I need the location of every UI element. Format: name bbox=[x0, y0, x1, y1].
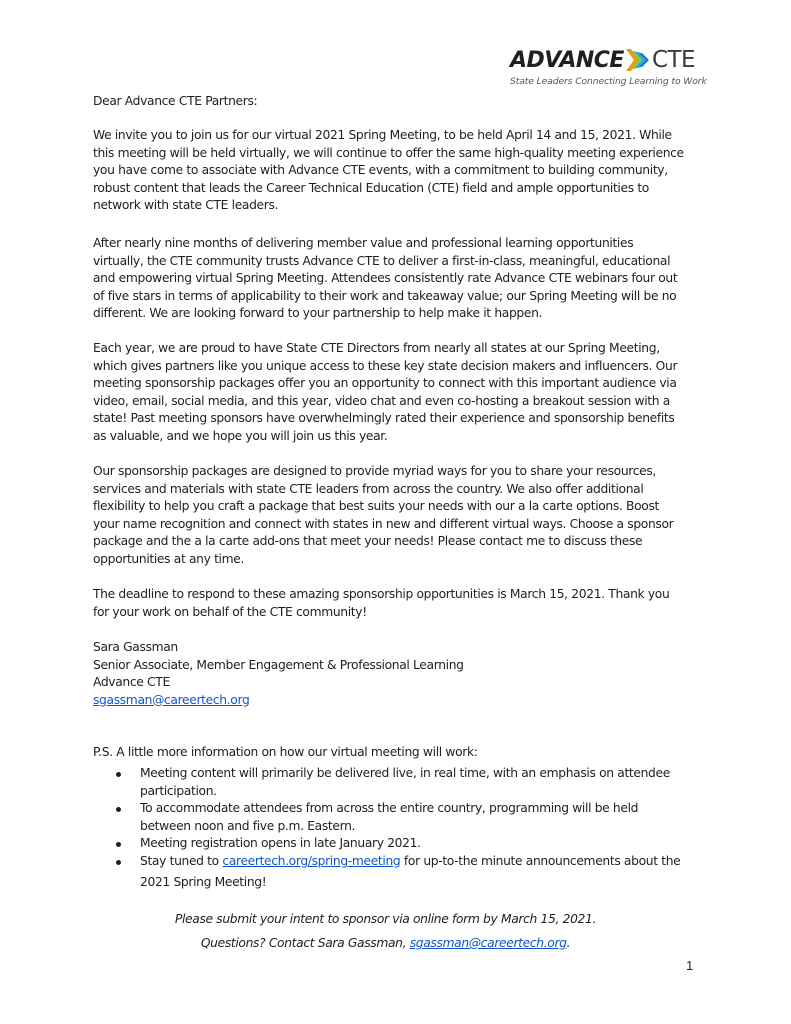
paragraph-line: The deadline to respond to these amazing sponsorship opportunities is March 15, 2021. Thank you bbox=[93, 587, 670, 601]
bullet-dot-icon bbox=[116, 860, 121, 865]
paragraph-line: virtually, the CTE community trusts Advance CTE to deliver a first-in-class, meaningful, educational bbox=[93, 253, 671, 268]
bullet-line: between noon and five p.m. Eastern. bbox=[140, 818, 356, 833]
paragraph-line: We invite you to join us for our virtual 2021 Spring Meeting, to be held April 14 and 15, 2021. While bbox=[93, 128, 672, 142]
bullet-line: To accommodate attendees from across the entire country, programming will be held bbox=[140, 801, 639, 816]
paragraph-line: Each year, we are proud to have State CTE Directors from nearly all states at our Spring Meeting, bbox=[93, 341, 660, 355]
bullet-suffix: for up-to-the minute announcements about the bbox=[400, 853, 681, 868]
bullet-line: Meeting registration opens in late January 2021. bbox=[140, 836, 421, 851]
paragraph-line: for your work on behalf of the CTE community! bbox=[93, 604, 367, 619]
signature-block bbox=[93, 639, 703, 709]
logo-tagline: State Leaders Connecting Learning to Work bbox=[510, 76, 707, 87]
bullet-item bbox=[93, 800, 713, 835]
postscript-bullet-list bbox=[93, 765, 713, 891]
chevron-arrow-icon bbox=[625, 48, 651, 72]
advance-cte-logo bbox=[508, 47, 708, 91]
bullet-dot-icon bbox=[116, 772, 121, 777]
postscript-intro-text: P.S. A little more information on how our virtual meeting will work: bbox=[93, 745, 478, 759]
closing-prefix: Questions? Contact Sara Gassman, bbox=[200, 936, 410, 950]
closing-suffix: . bbox=[566, 936, 571, 950]
paragraph-line: different. We are looking forward to your partnership to help make it happen. bbox=[93, 306, 543, 321]
signature-email-line bbox=[93, 692, 703, 710]
paragraph-line: and empowering virtual Spring Meeting. Attendees consistently rate Advance CTE webinars four out bbox=[93, 271, 678, 286]
bullet-dot-icon bbox=[116, 842, 121, 847]
closing-email-link[interactable]: sgassman@careertech.org bbox=[409, 936, 567, 950]
bullet-line: Meeting content will primarily be delivered live, in real time, with an emphasis on attendee bbox=[140, 766, 670, 780]
paragraph-line: video, email, social media, and this year, video chat and even co-hosting a breakout session with a bbox=[93, 393, 670, 408]
paragraph-line: of five stars in terms of applicability to their work and takeaway value; our Spring Meeting will be no bbox=[93, 288, 677, 303]
paragraph-access bbox=[93, 340, 703, 446]
signature-email-link[interactable]: sgassman@careertech.org bbox=[93, 692, 250, 707]
paragraph-line: robust content that leads the Career Technical Education (CTE) field and ample opportunities to bbox=[93, 180, 649, 195]
signature-title: Senior Associate, Member Engagement & Professional Learning bbox=[93, 657, 464, 672]
paragraph-deadline bbox=[93, 586, 703, 621]
paragraph-line: this meeting will be held virtually, we will continue to offer the same high-quality meeting experience bbox=[93, 145, 684, 160]
paragraph-line: state! Past meeting sponsors have overwhelmingly rated their experience and sponsorship benefits bbox=[93, 411, 675, 426]
paragraph-line: your name recognition and connect with states in new and different virtual ways. Choose a sponsor bbox=[93, 516, 674, 531]
paragraph-line: Our sponsorship packages are designed to provide myriad ways for you to share your resources, bbox=[93, 464, 656, 478]
postscript-intro bbox=[93, 744, 703, 762]
paragraph-line: meeting sponsorship packages offer you an opportunity to connect with this important audience via bbox=[93, 376, 677, 391]
paragraph-line: services and materials with state CTE leaders from across the country. We also offer additional bbox=[93, 481, 644, 496]
paragraph-line: opportunities at any time. bbox=[93, 551, 245, 566]
bullet-line bbox=[140, 853, 713, 871]
logo-wordmark bbox=[510, 47, 695, 73]
paragraph-line: as valuable, and we hope you will join us this year. bbox=[93, 428, 388, 443]
paragraph-line: network with state CTE leaders. bbox=[93, 198, 279, 213]
paragraph-value bbox=[93, 235, 703, 323]
bullet-item bbox=[93, 835, 713, 853]
signature-organization: Advance CTE bbox=[93, 675, 170, 690]
logo-brand-secondary: CTE bbox=[651, 47, 696, 73]
closing-line-1: Please submit your intent to sponsor via online form by March 15, 2021. bbox=[174, 912, 597, 926]
paragraph-line: flexibility to help you craft a package that best suits your needs with our a la carte options. Boost bbox=[93, 499, 660, 514]
paragraph-packages bbox=[93, 463, 703, 569]
bullet-item bbox=[93, 765, 713, 800]
page-number: 1 bbox=[686, 958, 694, 973]
bullet-item bbox=[93, 853, 713, 891]
bullet-line: 2021 Spring Meeting! bbox=[140, 874, 267, 889]
paragraph-line: which gives partners like you unique access to these key state decision makers and influencers. Our bbox=[93, 358, 678, 373]
paragraph-line: you have come to associate with Advance CTE events, with a commitment to building community, bbox=[93, 163, 668, 178]
paragraph-line: After nearly nine months of delivering member value and professional learning opportunities bbox=[93, 236, 634, 250]
closing-line-2 bbox=[0, 936, 781, 950]
bullet-prefix: Stay tuned to bbox=[140, 853, 223, 868]
spring-meeting-link[interactable]: careertech.org/spring-meeting bbox=[222, 853, 401, 868]
paragraph-line: package and the a la carte add-ons that meet your needs! Please contact me to discuss these bbox=[93, 534, 643, 549]
logo-brand-primary: ADVANCE bbox=[510, 47, 624, 73]
bullet-dot-icon bbox=[116, 807, 121, 812]
salutation: Dear Advance CTE Partners: bbox=[93, 94, 258, 108]
signature-name: Sara Gassman bbox=[93, 640, 178, 654]
paragraph-invitation bbox=[93, 127, 703, 215]
bullet-line: participation. bbox=[140, 783, 217, 798]
